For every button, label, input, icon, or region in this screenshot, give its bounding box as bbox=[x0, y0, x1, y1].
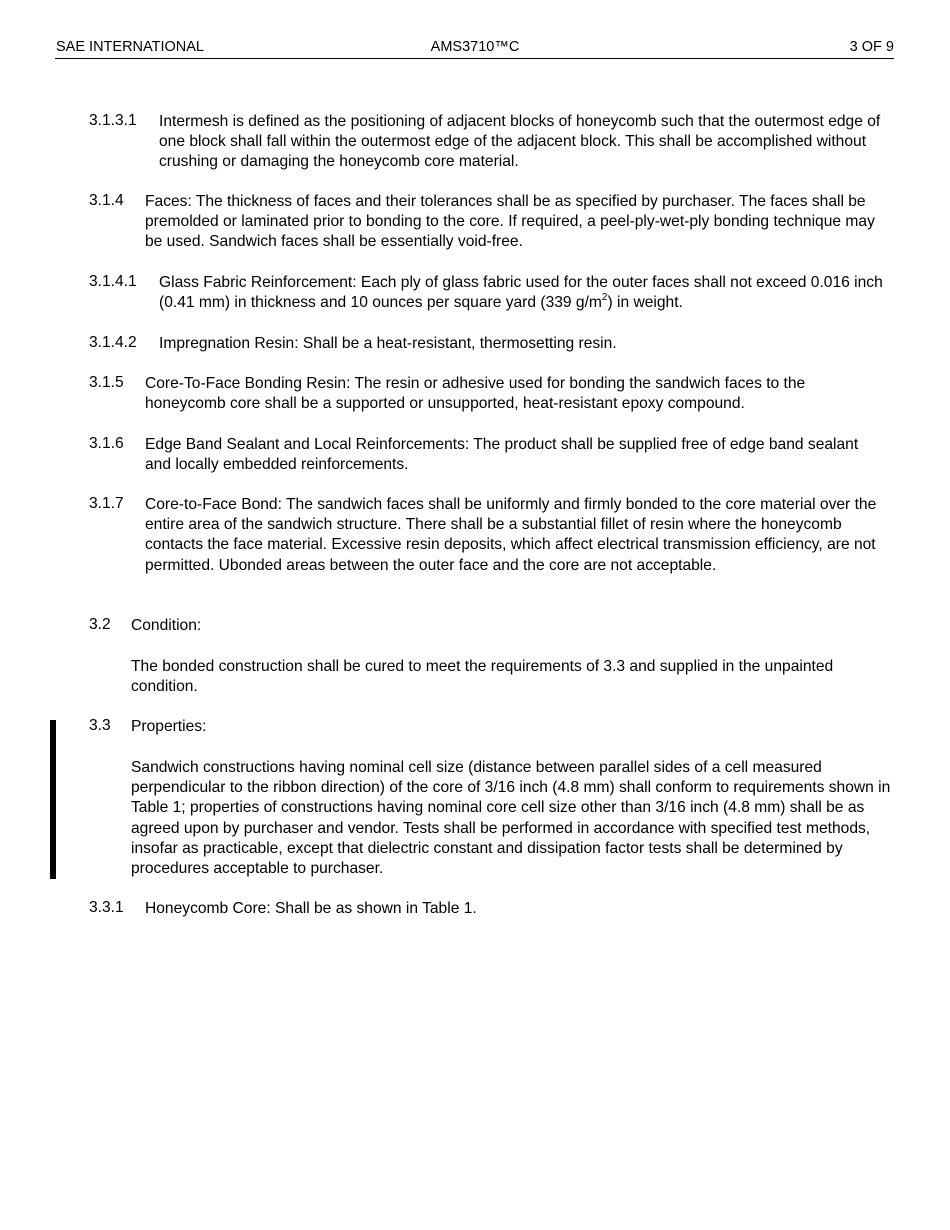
section-text-3-1-4-2: Impregnation Resin: Shall be a heat-resistant, thermosetting resin. bbox=[159, 335, 617, 352]
section-number-3-1-7: 3.1.7 bbox=[89, 495, 124, 512]
section-text-3-3-1: Honeycomb Core: Shall be as shown in Table 1. bbox=[145, 900, 477, 917]
section-text-3-1-3-1: Intermesh is defined as the positioning of adjacent blocks of honeycomb such that the outermost edge of one block shall fall within the outermost edge of the adjacent block. This shall be accomplished without crushing or damaging the honeycomb core material. bbox=[159, 113, 881, 171]
section-text-3-1-6: Edge Band Sealant and Local Reinforcements: The product shall be supplied free of edge band sealant and locally embedded reinforcements. bbox=[145, 436, 859, 474]
section-heading-3-3: Properties: bbox=[131, 718, 207, 735]
section-text-3-1-4-1-end: ) in weight. bbox=[607, 294, 683, 312]
section-number-3-3-1: 3.3.1 bbox=[89, 899, 124, 916]
section-body-3-3: Sandwich constructions having nominal cell size (distance between parallel sides of a cell measured perpendicular to the ribbon direction) of the core of 3/16 inch (4.8 mm) shall conform to requirements shown in Table 1; properties of constructions having nominal core cell size other than 3/16 inch (4.8 mm) shall be as agreed upon by purchaser and vendor. Tests shall be performed in accordance with specified test methods, insofar as practicable, except that dielectric constant and dissipation factor tests shall be determined by procedures acceptable to purchaser. bbox=[131, 759, 891, 878]
section-number-3-1-5: 3.1.5 bbox=[89, 374, 124, 391]
section-number-3-1-4-1: 3.1.4.1 bbox=[89, 273, 137, 290]
section-number-3-1-4-2: 3.1.4.2 bbox=[89, 334, 137, 351]
superscript-2: 2 bbox=[601, 292, 608, 304]
section-text-3-1-7: Core-to-Face Bond: The sandwich faces shall be uniformly and firmly bonded to the core material over the entire area of the sandwich structure. There shall be a substantial fillet of resin where the honeycomb contacts the face material. Excessive resin deposits, which affect electrical transmission efficiency, are not permitted. Ubonded areas between the outer face and the core are not acceptable. bbox=[145, 496, 877, 574]
section-text-3-1-4-1 bbox=[159, 273, 884, 313]
header-page-number: 3 OF 9 bbox=[849, 39, 894, 55]
section-number-3-1-3-1: 3.1.3.1 bbox=[89, 112, 137, 129]
section-number-3-1-6: 3.1.6 bbox=[89, 435, 124, 452]
header-document-id: AMS3710™C bbox=[430, 39, 520, 55]
section-text-3-1-4: Faces: The thickness of faces and their tolerances shall be as specified by purchaser. The faces shall be premolded or laminated prior to bonding to the core. If required, a peel-ply-wet-ply bonding technique may be used. Sandwich faces shall be essentially void-free. bbox=[145, 193, 875, 251]
header-rule bbox=[55, 58, 894, 59]
section-body-3-2: The bonded construction shall be cured to meet the requirements of 3.3 and supplied in the unpainted condition. bbox=[131, 658, 834, 696]
header-organization: SAE INTERNATIONAL bbox=[56, 39, 204, 55]
section-number-3-1-4: 3.1.4 bbox=[89, 192, 124, 209]
section-text-3-1-5: Core-To-Face Bonding Resin: The resin or adhesive used for bonding the sandwich faces to the honeycomb core shall be a supported or unsupported, heat-resistant epoxy compound. bbox=[145, 375, 806, 413]
section-number-3-2: 3.2 bbox=[89, 616, 111, 633]
section-number-3-3: 3.3 bbox=[89, 717, 111, 734]
revision-change-bar bbox=[50, 720, 56, 879]
section-text-3-1-4-1-part: Glass Fabric Reinforcement: Each ply of glass fabric used for the outer faces shall not exceed 0.016 inch (0.41 mm) in thickness and 10 ounces per square yard (339 g/m bbox=[159, 274, 883, 312]
section-heading-3-2: Condition: bbox=[131, 617, 202, 634]
